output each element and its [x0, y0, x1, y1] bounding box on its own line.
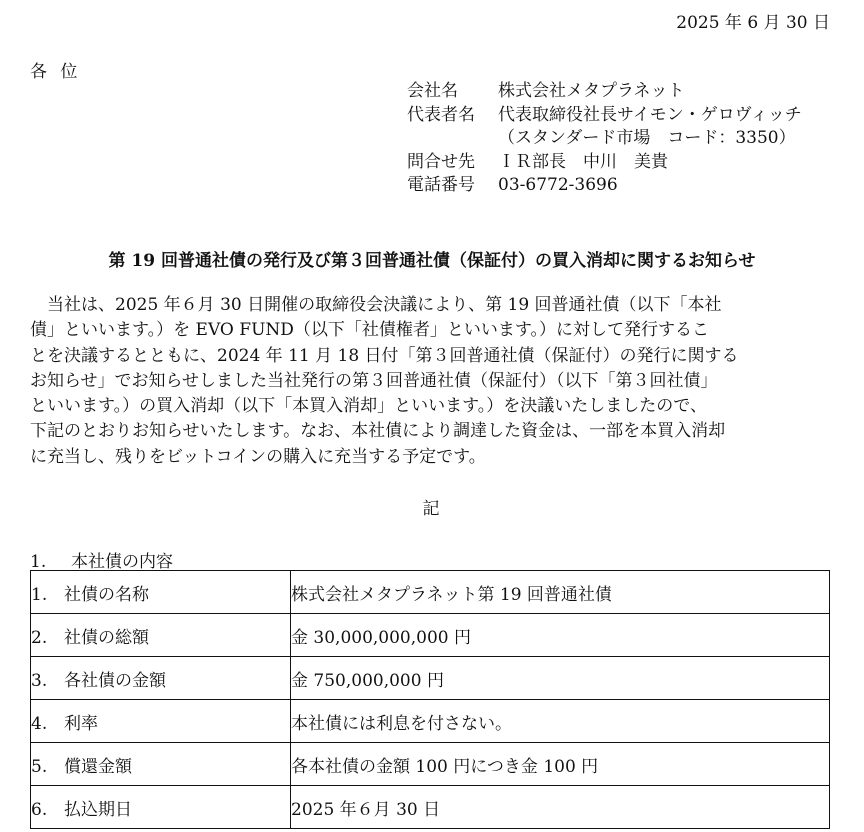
table-row [31, 571, 830, 614]
document-date: 2025 年 6 月 30 日 [676, 13, 830, 33]
term-value: 2025 年６月 30 日 [291, 786, 830, 829]
market-code: （スタンダード市場 コード：3350） [498, 128, 796, 148]
term-value: 本社債には利息を付さない。 [291, 700, 830, 743]
term-value: 株式会社メタプラネット第 19 回普通社債 [291, 571, 830, 614]
term-label-cell [31, 786, 291, 829]
table-row [31, 700, 830, 743]
body-line: といいます。）の買入消却（以下「本買入消却」といいます。）を決議いたしましたので、 [30, 396, 707, 417]
table-row [31, 743, 830, 786]
contact-label: 問合せ先 [407, 151, 475, 172]
table-row [31, 614, 830, 657]
contact-person: ＩＲ部長 中川 美貴 [498, 151, 668, 172]
section-title: 本社債の内容 [71, 552, 173, 572]
row-number: 4. [31, 713, 48, 734]
company-row [407, 80, 802, 104]
term-label: 各社債の金額 [64, 670, 166, 691]
term-label: 社債の名称 [64, 584, 149, 605]
contact-row [407, 151, 802, 175]
representative-name: 代表取締役社長サイモン・ゲロヴィッチ [498, 104, 802, 125]
term-label-cell [31, 571, 291, 614]
row-number: 2. [31, 627, 48, 648]
body-line: 下記のとおりお知らせいたします。なお、本社債により調達した資金は、一部を本買入消却 [30, 421, 726, 442]
representative-label: 代表者名 [407, 104, 475, 125]
phone-row [407, 174, 802, 198]
body-paragraph [30, 293, 830, 470]
addressee: 各 位 [30, 62, 82, 82]
body-line: お知らせ」でお知らせしました当社発行の第３回普通社債（保証付）（以下「第３回社債」 [30, 370, 718, 391]
term-label-cell [31, 743, 291, 786]
row-number: 5. [31, 756, 48, 777]
term-value: 金 750,000,000 円 [291, 657, 830, 700]
document-title: 第 19 回普通社債の発行及び第３回普通社債（保証付）の買入消却に関するお知らせ [108, 251, 756, 271]
section-number: 1. [30, 552, 47, 572]
phone-label: 電話番号 [407, 175, 475, 195]
representative-row [407, 104, 802, 128]
body-line: 当社は、2025 年６月 30 日開催の取締役会決議により、第 19 回普通社債（以下「本社 [30, 295, 722, 315]
company-name: 株式会社メタプラネット [498, 81, 685, 101]
body-line: とを決議するとともに、2024 年 11 月 18 日付「第３回普通社債（保証付）の発行に関する [30, 345, 739, 366]
term-label-cell [31, 657, 291, 700]
term-label: 利率 [64, 713, 98, 734]
ki-heading: 記 [422, 499, 440, 519]
row-number: 3. [31, 670, 48, 691]
term-label: 償還金額 [64, 756, 132, 777]
table-row [31, 657, 830, 700]
issuer-block [407, 80, 802, 198]
bond-terms-table [30, 570, 830, 829]
term-label: 払込期日 [64, 799, 132, 820]
table-row [31, 786, 830, 829]
phone-number: 03-6772-3696 [498, 175, 618, 195]
row-number: 1. [31, 584, 48, 605]
company-label: 会社名 [407, 81, 458, 101]
body-line: 債」といいます。）を EVO FUND（以下「社債権者」といいます。）に対して発行するこ [30, 320, 710, 341]
row-number: 6. [31, 799, 48, 820]
term-value: 各本社債の金額 100 円につき金 100 円 [291, 743, 830, 786]
term-label-cell [31, 700, 291, 743]
term-value: 金 30,000,000,000 円 [291, 614, 830, 657]
body-line: に充当し、残りをビットコインの購入に充当する予定です。 [30, 446, 486, 467]
term-label: 社債の総額 [64, 627, 149, 648]
section-heading [30, 547, 173, 572]
term-label-cell [31, 614, 291, 657]
